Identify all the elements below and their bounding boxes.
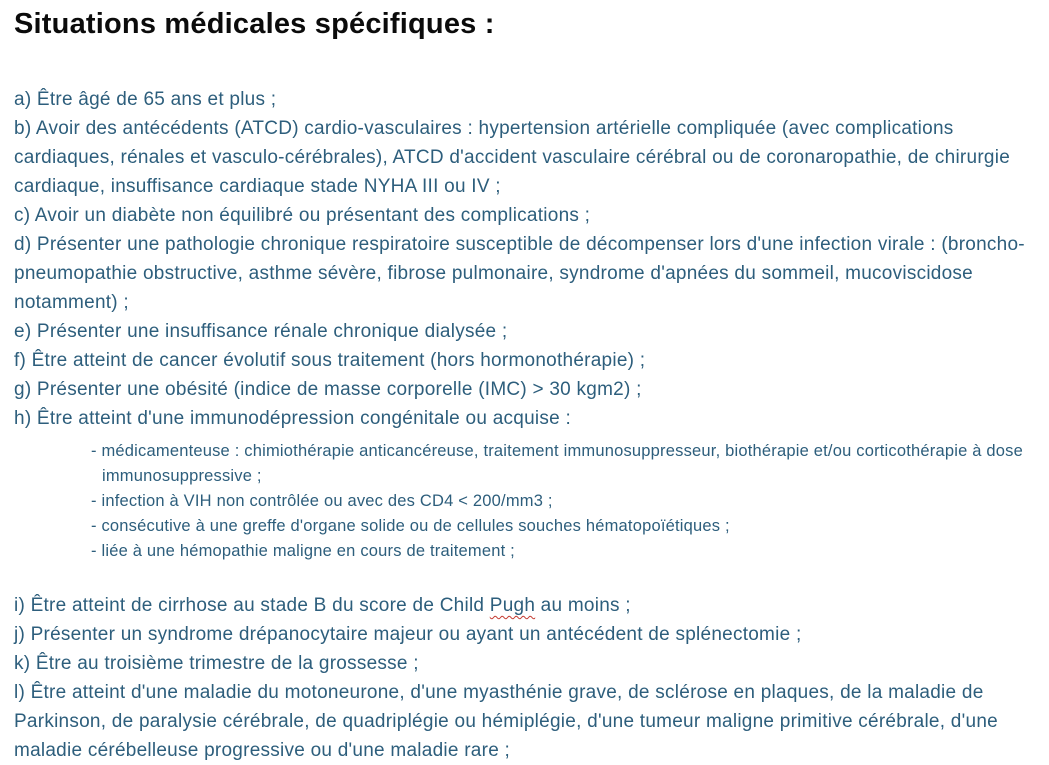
medical-situations-list	[14, 85, 1033, 765]
list-item-i	[14, 591, 1033, 620]
list-item-k: k) Être au troisième trimestre de la grossesse ;	[14, 653, 419, 674]
list-item-g: g) Présenter une obésité (indice de masse corporelle (IMC) > 30 kgm2) ;	[14, 379, 642, 400]
list-item-f: f) Être atteint de cancer évolutif sous traitement (hors hormonothérapie) ;	[14, 350, 646, 371]
list-item-e: e) Présenter une insuffisance rénale chronique dialysée ;	[14, 321, 508, 342]
list-item-c: c) Avoir un diabète non équilibré ou présentant des complications ;	[14, 205, 591, 226]
list-item-j: j) Présenter un syndrome drépanocytaire majeur ou ayant un antécédent de splénectomie ;	[14, 624, 802, 645]
sublist-item-hemopathie: - liée à une hémopathie maligne en cours de traitement ;	[91, 542, 515, 560]
list-item-i-text-after: au moins ;	[535, 595, 631, 616]
medical-situations-list-continued	[14, 591, 1033, 765]
list-item-l: l) Être atteint d'une maladie du motoneurone, d'une myasthénie grave, de sclérose en plaques, de la maladie de Parkinson, de paralysie cérébrale, de quadriplégie ou hémiplégie, d'une tumeur maligne primitive cérébrale, d'une maladie cérébelleuse progressive ou d'une maladie rare ;	[14, 682, 998, 761]
sublist-item-medicamenteuse: - médicamenteuse : chimiothérapie anticancéreuse, traitement immunosuppresseur, biothérapie et/ou corticothérapie à dose immunosuppressive ;	[91, 442, 1023, 485]
sublist-item-greffe: - consécutive à une greffe d'organe solide ou de cellules souches hématopoïétiques ;	[91, 517, 730, 535]
page-title: Situations médicales spécifiques :	[14, 8, 495, 40]
sublist-item-vih: - infection à VIH non contrôlée ou avec des CD4 < 200/mm3 ;	[91, 492, 553, 510]
list-item-i-text-before: i) Être atteint de cirrhose au stade B du score de Child	[14, 595, 490, 616]
immunodepression-sublist	[14, 439, 1033, 564]
list-item-d: d) Présenter une pathologie chronique respiratoire susceptible de décompenser lors d'une infection virale : (broncho-pneumopathie obstructive, asthme sévère, fibrose pulmonaire, syndrome d'apnées du sommeil, mucoviscidose notamment) ;	[14, 234, 1025, 313]
list-item-h: h) Être atteint d'une immunodépression congénitale ou acquise :	[14, 408, 571, 429]
list-item-b: b) Avoir des antécédents (ATCD) cardio-vasculaires : hypertension artérielle compliquée (avec complications cardiaques, rénales et vasculo-cérébrales), ATCD d'accident vasculaire cérébral ou de coronaropathie, de chirurgie cardiaque, insuffisance cardiaque stade NYHA III ou IV ;	[14, 118, 1011, 197]
spellcheck-underlined-word: Pugh	[489, 595, 536, 616]
list-item-a: a) Être âgé de 65 ans et plus ;	[14, 89, 277, 110]
